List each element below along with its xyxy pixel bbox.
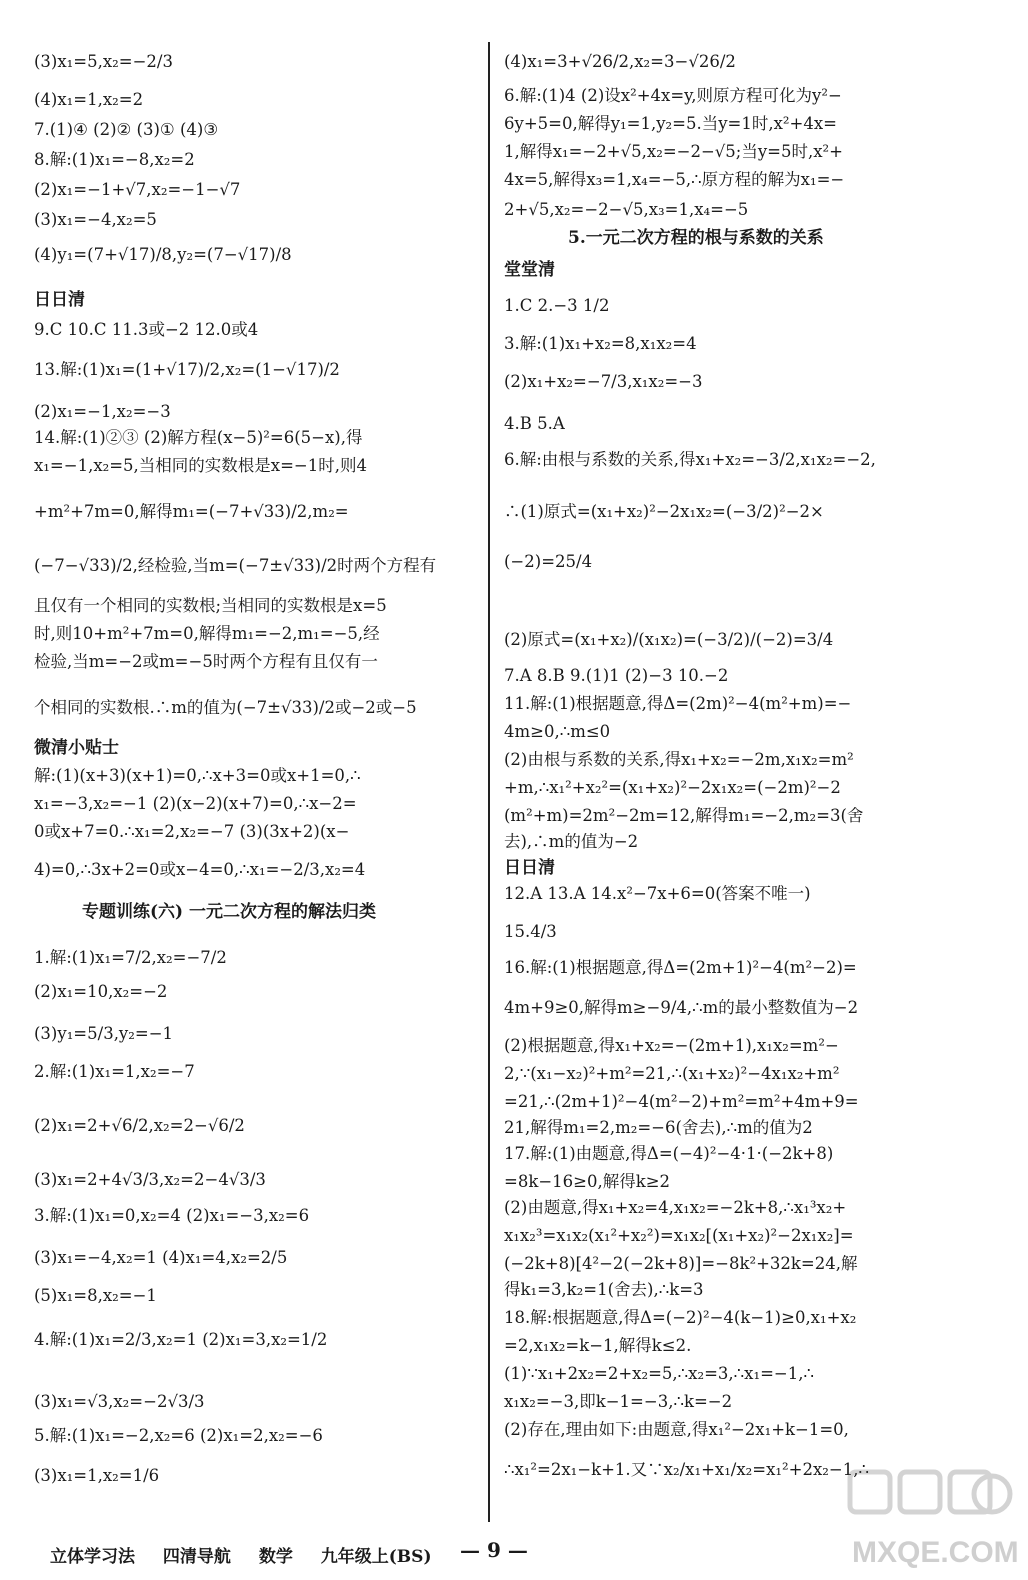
answer-line: 1.C 2.−3 1/2 xyxy=(504,296,610,315)
answer-line: 17.解:(1)由题意,得Δ=(−4)²−4·1·(−2k+8) xyxy=(504,1144,834,1163)
answer-line: +m,∴x₁²+x₂²=(x₁+x₂)²−2x₁x₂=(−2m)²−2 xyxy=(504,778,841,797)
answer-line: 6.解:(1)4 (2)设x²+4x=y,则原方程可化为y²− xyxy=(504,86,842,105)
answer-line: 9.C 10.C 11.3或−2 12.0或4 xyxy=(34,320,259,339)
answer-line: x₁x₂=−3,即k−1=−3,∴k=−2 xyxy=(504,1392,733,1411)
answer-line: 得k₁=3,k₂=1(舍去),∴k=3 xyxy=(504,1280,704,1299)
section-heading: 专题训练(六) 一元二次方程的解法归类 xyxy=(82,902,377,922)
answer-line: 7.(1)④ (2)② (3)① (4)③ xyxy=(34,120,219,139)
answer-line: (−2k+8)[4²−2(−2k+8)]=−8k²+32k=24,解 xyxy=(504,1254,858,1273)
answer-line: (3)x₁=5,x₂=−2/3 xyxy=(34,52,173,71)
answer-line: 6y+5=0,解得y₁=1,y₂=5.当y=1时,x²+4x= xyxy=(504,114,837,133)
answer-line: 6.解:由根与系数的关系,得x₁+x₂=−3/2,x₁x₂=−2, xyxy=(504,450,876,469)
answer-line: 时,则10+m²+7m=0,解得m₁=−2,m₁=−5,经 xyxy=(34,624,380,643)
footer-book-title: 立体学习法 xyxy=(50,1547,135,1567)
column-divider xyxy=(488,42,490,1522)
answer-line: (4)y₁=(7+√17)/8,y₂=(7−√17)/8 xyxy=(34,245,292,264)
section-heading: 5.一元二次方程的根与系数的关系 xyxy=(568,228,824,248)
footer-grade: 九年级上(BS) xyxy=(320,1547,432,1567)
answer-line: (3)x₁=−4,x₂=1 (4)x₁=4,x₂=2/5 xyxy=(34,1248,288,1267)
answer-line: 4)=0,∴3x+2=0或x−4=0,∴x₁=−2/3,x₂=4 xyxy=(34,860,366,879)
page-number: — 9 — xyxy=(460,1538,528,1562)
section-label: 微清小贴士 xyxy=(34,738,119,758)
answer-line: ∴x₁²=2x₁−k+1.又∵x₂/x₁+x₁/x₂=x₁²+2x₂−1,∴ xyxy=(504,1460,869,1479)
answer-line: 1,解得x₁=−2+√5,x₂=−2−√5;当y=5时,x²+ xyxy=(504,142,843,161)
answer-line: (2)x₁=2+√6/2,x₂=2−√6/2 xyxy=(34,1116,245,1135)
answer-line: 4.解:(1)x₁=2/3,x₂=1 (2)x₁=3,x₂=1/2 xyxy=(34,1330,328,1349)
answer-line: (2)根据题意,得x₁+x₂=−(2m+1),x₁x₂=m²− xyxy=(504,1036,839,1055)
answer-line: (2)x₁=−1+√7,x₂=−1−√7 xyxy=(34,180,241,199)
answer-line: 去),∴m的值为−2 xyxy=(504,832,639,851)
answer-line: x₁x₂³=x₁x₂(x₁²+x₂²)=x₁x₂[(x₁+x₂)²−2x₁x₂]= xyxy=(504,1226,854,1245)
answer-line: 4m≥0,∴m≤0 xyxy=(504,722,611,741)
page-footer xyxy=(50,1542,454,1567)
answer-line: (−2)=25/4 xyxy=(504,552,593,571)
answer-line: x₁=−3,x₂=−1 (2)(x−2)(x+7)=0,∴x−2= xyxy=(34,794,357,813)
answer-line: +m²+7m=0,解得m₁=(−7+√33)/2,m₂= xyxy=(34,502,349,521)
answer-line: (m²+m)=2m²−2m=12,解得m₁=−2,m₂=3(舍 xyxy=(504,806,864,825)
answer-line: (3)x₁=−4,x₂=5 xyxy=(34,210,157,229)
answer-line: 14.解:(1)②③ (2)解方程(x−5)²=6(5−x),得 xyxy=(34,428,363,447)
answer-line: 11.解:(1)根据题意,得Δ=(2m)²−4(m²+m)=− xyxy=(504,694,852,713)
answer-line: (1)∵x₁+2x₂=2+x₂=5,∴x₂=3,∴x₁=−1,∴ xyxy=(504,1364,814,1383)
answer-line: 检验,当m=−2或m=−5时两个方程有且仅有一 xyxy=(34,652,378,671)
answer-line: =21,∴(2m+1)²−4(m²−2)+m²=m²+4m+9= xyxy=(504,1092,859,1111)
answer-line: 4x=5,解得x₃=1,x₄=−5,∴原方程的解为x₁=− xyxy=(504,170,845,189)
answer-line: (2)由题意,得x₁+x₂=4,x₁x₂=−2k+8,∴x₁³x₂+ xyxy=(504,1198,847,1217)
answer-line: 13.解:(1)x₁=(1+√17)/2,x₂=(1−√17)/2 xyxy=(34,360,340,379)
answer-line: 2+√5,x₂=−2−√5,x₃=1,x₄=−5 xyxy=(504,200,749,219)
answer-line: (2)由根与系数的关系,得x₁+x₂=−2m,x₁x₂=m² xyxy=(504,750,854,769)
answer-line: 2.解:(1)x₁=1,x₂=−7 xyxy=(34,1062,195,1081)
answer-line: 3.解:(1)x₁=0,x₂=4 (2)x₁=−3,x₂=6 xyxy=(34,1206,310,1225)
answer-line: 0或x+7=0.∴x₁=2,x₂=−7 (3)(3x+2)(x− xyxy=(34,822,350,841)
section-label: 日日清 xyxy=(504,858,555,878)
answer-line: (2)x₁+x₂=−7/3,x₁x₂=−3 xyxy=(504,372,703,391)
answer-line: =8k−16≥0,解得k≥2 xyxy=(504,1172,671,1191)
answer-line: (4)x₁=3+√26/2,x₂=3−√26/2 xyxy=(504,52,736,71)
answer-line: 4.B 5.A xyxy=(504,414,565,433)
answer-line: 且仅有一个相同的实数根;当相同的实数根是x=5 xyxy=(34,596,387,615)
answer-line: (3)x₁=2+4√3/3,x₂=2−4√3/3 xyxy=(34,1170,266,1189)
answer-line: (3)x₁=√3,x₂=−2√3/3 xyxy=(34,1392,205,1411)
answer-line: 1.解:(1)x₁=7/2,x₂=−7/2 xyxy=(34,948,227,967)
answer-line: (2)原式=(x₁+x₂)/(x₁x₂)=(−3/2)/(−2)=3/4 xyxy=(504,630,834,649)
answer-line: ∴(1)原式=(x₁+x₂)²−2x₁x₂=(−3/2)²−2× xyxy=(504,502,824,521)
answer-line: =2,x₁x₂=k−1,解得k≤2. xyxy=(504,1336,692,1355)
answer-line: 18.解:根据题意,得Δ=(−2)²−4(k−1)≥0,x₁+x₂ xyxy=(504,1308,857,1327)
watermark-text: MXQE.COM xyxy=(852,1536,1019,1569)
answer-line: (2)存在,理由如下:由题意,得x₁²−2x₁+k−1=0, xyxy=(504,1420,849,1439)
answer-line: (4)x₁=1,x₂=2 xyxy=(34,90,144,109)
section-label: 日日清 xyxy=(34,290,85,310)
answer-line: 15.4/3 xyxy=(504,922,557,941)
answer-line: 12.A 13.A 14.x²−7x+6=0(答案不唯一) xyxy=(504,884,811,903)
answer-line: 4m+9≥0,解得m≥−9/4,∴m的最小整数值为−2 xyxy=(504,998,859,1017)
answer-line: (−7−√33)/2,经检验,当m=(−7±√33)/2时两个方程有 xyxy=(34,556,437,575)
answer-line: 个相同的实数根.∴m的值为(−7±√33)/2或−2或−5 xyxy=(34,698,417,717)
answer-line: (3)y₁=5/3,y₂=−1 xyxy=(34,1024,174,1043)
answer-line: 3.解:(1)x₁+x₂=8,x₁x₂=4 xyxy=(504,334,697,353)
answer-line: (2)x₁=10,x₂=−2 xyxy=(34,982,168,1001)
answer-line: 21,解得m₁=2,m₂=−6(舍去),∴m的值为2 xyxy=(504,1118,813,1137)
answer-line: 2,∵(x₁−x₂)²+m²=21,∴(x₁+x₂)²−4x₁x₂+m² xyxy=(504,1064,840,1083)
answer-line: 5.解:(1)x₁=−2,x₂=6 (2)x₁=2,x₂=−6 xyxy=(34,1426,323,1445)
answer-line: (5)x₁=8,x₂=−1 xyxy=(34,1286,157,1305)
answer-line: (2)x₁=−1,x₂=−3 xyxy=(34,402,171,421)
answer-line: 8.解:(1)x₁=−8,x₂=2 xyxy=(34,150,195,169)
answer-line: 16.解:(1)根据题意,得Δ=(2m+1)²−4(m²−2)= xyxy=(504,958,857,977)
footer-series: 四清导航 xyxy=(162,1547,231,1567)
answer-line: x₁=−1,x₂=5,当相同的实数根是x=−1时,则4 xyxy=(34,456,367,475)
footer-subject: 数学 xyxy=(258,1547,293,1567)
watermark-logo xyxy=(842,1462,1022,1577)
answer-line: (3)x₁=1,x₂=1/6 xyxy=(34,1466,160,1485)
section-label: 堂堂清 xyxy=(504,260,555,280)
answer-line: 7.A 8.B 9.(1)1 (2)−3 10.−2 xyxy=(504,666,729,685)
answer-line: 解:(1)(x+3)(x+1)=0,∴x+3=0或x+1=0,∴ xyxy=(34,766,361,785)
